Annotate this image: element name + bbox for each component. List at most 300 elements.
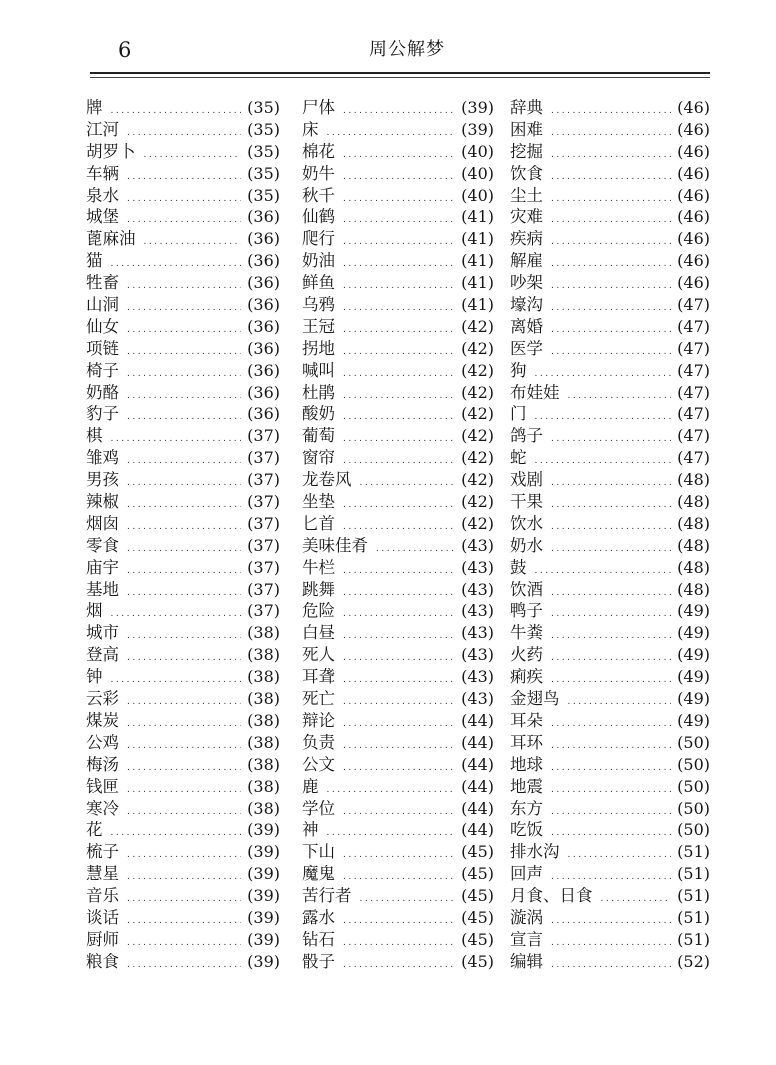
dot-leader	[111, 670, 242, 692]
index-entry	[86, 403, 280, 425]
index-page-ref: (35)	[247, 141, 280, 161]
index-page-ref: (47)	[677, 382, 710, 402]
dot-leader	[343, 845, 455, 867]
index-term: 东方	[510, 798, 543, 818]
index-term: 干果	[510, 492, 543, 512]
dot-leader	[551, 254, 671, 276]
index-entry	[86, 732, 280, 754]
index-page-ref: (47)	[677, 316, 710, 336]
index-page-ref: (49)	[677, 689, 710, 709]
index-entry	[302, 841, 494, 863]
index-entry	[86, 513, 280, 535]
index-page-ref: (36)	[247, 207, 280, 227]
dot-leader	[551, 736, 671, 758]
index-entry	[510, 403, 710, 425]
index-page-ref: (49)	[677, 623, 710, 643]
index-column-1	[86, 97, 280, 973]
dot-leader	[551, 670, 671, 692]
index-page-ref: (47)	[677, 448, 710, 468]
dot-leader	[343, 495, 455, 517]
dot-leader	[343, 320, 455, 342]
index-term: 狗	[510, 360, 527, 380]
index-page-ref: (50)	[677, 754, 710, 774]
dot-leader	[127, 210, 241, 232]
index-term: 戏剧	[510, 470, 543, 490]
index-term: 挖掘	[510, 141, 543, 161]
index-entry	[302, 294, 494, 316]
index-entry	[86, 666, 280, 688]
index-term: 仙鹤	[302, 207, 335, 227]
index-term: 粮食	[86, 951, 119, 971]
index-page-ref: (42)	[461, 492, 494, 512]
index-page-ref: (36)	[247, 316, 280, 336]
index-term: 公鸡	[86, 732, 119, 752]
index-page-ref: (42)	[461, 470, 494, 490]
dot-leader	[111, 254, 242, 276]
index-term: 尸体	[302, 98, 335, 117]
dot-leader	[127, 167, 241, 189]
index-entry	[86, 885, 280, 907]
index-entry	[86, 97, 280, 119]
index-term: 杜鹃	[302, 382, 335, 402]
index-term: 回声	[510, 864, 543, 884]
index-term: 解雇	[510, 251, 543, 271]
index-entry	[86, 491, 280, 513]
index-page-ref: (46)	[677, 98, 710, 117]
dot-leader	[551, 517, 671, 539]
index-page-ref: (40)	[461, 141, 494, 161]
index-page-ref: (39)	[247, 842, 280, 862]
dot-leader	[343, 583, 455, 605]
index-page-ref: (38)	[247, 798, 280, 818]
index-page-ref: (47)	[677, 338, 710, 358]
index-term: 死亡	[302, 689, 335, 709]
index-entry	[510, 798, 710, 820]
index-entry	[510, 141, 710, 163]
dot-leader	[343, 867, 455, 889]
index-term: 饮酒	[510, 579, 543, 599]
index-term: 谈话	[86, 907, 119, 927]
index-entry	[510, 885, 710, 907]
dot-leader	[551, 232, 671, 254]
index-page-ref: (36)	[247, 360, 280, 380]
index-page-ref: (37)	[247, 601, 280, 621]
index-entry	[302, 819, 494, 841]
index-term: 钱匣	[86, 776, 119, 796]
dot-leader	[343, 911, 455, 933]
index-term: 痢疾	[510, 667, 543, 687]
dot-leader	[127, 692, 241, 714]
index-entry	[302, 513, 494, 535]
index-term: 烟	[86, 601, 103, 621]
index-entry	[302, 250, 494, 272]
dot-leader	[343, 232, 455, 254]
index-term: 雏鸡	[86, 448, 119, 468]
index-page-ref: (44)	[461, 754, 494, 774]
index-page-ref: (51)	[677, 886, 710, 906]
index-entry	[302, 863, 494, 885]
index-page-ref: (38)	[247, 732, 280, 752]
index-entry	[510, 600, 710, 622]
index-term: 床	[302, 119, 319, 139]
index-page-ref: (43)	[461, 623, 494, 643]
dot-leader	[127, 648, 241, 670]
index-page-ref: (45)	[461, 907, 494, 927]
dot-leader	[551, 626, 671, 648]
index-page-ref: (42)	[461, 338, 494, 358]
index-term: 辞典	[510, 98, 543, 117]
index-entry	[510, 97, 710, 119]
index-term: 宣言	[510, 929, 543, 949]
index-term: 厨师	[86, 929, 119, 949]
index-page-ref: (36)	[247, 382, 280, 402]
dot-leader	[127, 955, 241, 977]
index-entry	[86, 447, 280, 469]
index-page-ref: (45)	[461, 842, 494, 862]
dot-leader	[127, 451, 241, 473]
index-term: 登高	[86, 645, 119, 665]
dot-leader	[551, 210, 671, 232]
dot-leader	[127, 845, 241, 867]
index-term: 地球	[510, 754, 543, 774]
index-entry	[86, 185, 280, 207]
index-page-ref: (44)	[461, 732, 494, 752]
index-page-ref: (44)	[461, 798, 494, 818]
index-term: 喊叫	[302, 360, 335, 380]
index-entry	[510, 841, 710, 863]
dot-leader	[127, 495, 241, 517]
index-term: 牛粪	[510, 623, 543, 643]
index-entry	[86, 272, 280, 294]
dot-leader	[551, 583, 671, 605]
index-column-3	[510, 97, 710, 973]
dot-leader	[343, 451, 455, 473]
index-term: 棉花	[302, 141, 335, 161]
index-term: 牌	[86, 98, 103, 117]
index-term: 编辑	[510, 951, 543, 971]
index-entry	[510, 732, 710, 754]
index-entry	[302, 163, 494, 185]
index-term: 神	[302, 820, 319, 840]
index-page-ref: (43)	[461, 667, 494, 687]
index-page-ref: (38)	[247, 645, 280, 665]
dot-leader	[551, 911, 671, 933]
dot-leader	[535, 407, 672, 429]
index-term: 白昼	[302, 623, 335, 643]
dot-leader	[343, 386, 455, 408]
index-page-ref: (41)	[461, 251, 494, 271]
index-entry	[302, 951, 494, 973]
index-term: 秋千	[302, 185, 335, 205]
index-page-ref: (43)	[461, 535, 494, 555]
dot-leader	[327, 123, 456, 145]
dot-leader	[551, 758, 671, 780]
index-entry	[510, 535, 710, 557]
index-term: 猫	[86, 251, 103, 271]
dot-leader	[327, 780, 456, 802]
index-entry	[510, 294, 710, 316]
index-term: 奶水	[510, 535, 543, 555]
index-term: 饮水	[510, 513, 543, 533]
index-term: 煤炭	[86, 710, 119, 730]
index-page-ref: (51)	[677, 864, 710, 884]
index-term: 壕沟	[510, 295, 543, 315]
index-term: 尘土	[510, 185, 543, 205]
index-entry	[510, 163, 710, 185]
index-entry	[510, 119, 710, 141]
dot-leader	[551, 167, 671, 189]
index-page-ref: (49)	[677, 710, 710, 730]
dot-leader	[127, 189, 241, 211]
index-entry	[86, 798, 280, 820]
index-entry	[86, 228, 280, 250]
dot-leader	[127, 407, 241, 429]
index-term: 基地	[86, 579, 119, 599]
index-entry	[86, 141, 280, 163]
index-term: 牲畜	[86, 273, 119, 293]
dot-leader	[551, 320, 671, 342]
index-page-ref: (45)	[461, 929, 494, 949]
index-term: 泉水	[86, 185, 119, 205]
index-page-ref: (43)	[461, 689, 494, 709]
index-entry	[510, 425, 710, 447]
index-entry	[302, 579, 494, 601]
index-term: 胡罗卜	[86, 141, 136, 161]
index-term: 灾难	[510, 207, 543, 227]
index-page-ref: (38)	[247, 689, 280, 709]
index-page-ref: (43)	[461, 601, 494, 621]
index-page-ref: (48)	[677, 513, 710, 533]
index-entry	[302, 185, 494, 207]
index-term: 豹子	[86, 404, 119, 424]
dot-leader	[127, 736, 241, 758]
index-term: 门	[510, 404, 527, 424]
index-entry	[86, 710, 280, 732]
index-term: 魔鬼	[302, 864, 335, 884]
index-entry	[302, 272, 494, 294]
index-term: 困难	[510, 119, 543, 139]
index-term: 牛栏	[302, 557, 335, 577]
dot-leader	[551, 933, 671, 955]
index-entry	[302, 447, 494, 469]
index-page-ref: (51)	[677, 907, 710, 927]
dot-leader	[343, 298, 455, 320]
index-term: 乌鸦	[302, 295, 335, 315]
index-term: 男孩	[86, 470, 119, 490]
index-entry	[510, 513, 710, 535]
dot-leader	[551, 648, 671, 670]
index-entry	[86, 382, 280, 404]
index-entry	[302, 907, 494, 929]
index-entry	[302, 754, 494, 776]
index-page-ref: (39)	[461, 98, 494, 117]
index-entry	[86, 163, 280, 185]
index-entry	[86, 535, 280, 557]
index-entry	[302, 885, 494, 907]
index-term: 吃饭	[510, 820, 543, 840]
header-rule-thin	[90, 77, 710, 78]
index-term: 椅子	[86, 360, 119, 380]
index-term: 辩论	[302, 710, 335, 730]
index-entry	[86, 929, 280, 951]
index-entry	[510, 316, 710, 338]
index-page-ref: (38)	[247, 776, 280, 796]
index-page-ref: (35)	[247, 163, 280, 183]
index-page-ref: (35)	[247, 185, 280, 205]
index-entry	[510, 644, 710, 666]
index-page-ref: (39)	[461, 119, 494, 139]
index-entry	[86, 951, 280, 973]
index-entry	[86, 754, 280, 776]
index-page-ref: (39)	[247, 820, 280, 840]
index-term: 美味佳肴	[302, 535, 368, 555]
dot-leader	[127, 867, 241, 889]
index-entry	[510, 382, 710, 404]
index-page-ref: (46)	[677, 163, 710, 183]
index-term: 匕首	[302, 513, 335, 533]
index-entry	[86, 294, 280, 316]
index-term: 吵架	[510, 273, 543, 293]
dot-leader	[111, 604, 242, 626]
index-page-ref: (42)	[461, 360, 494, 380]
index-entry	[510, 206, 710, 228]
index-entry	[302, 425, 494, 447]
index-page-ref: (41)	[461, 273, 494, 293]
index-entry	[302, 360, 494, 382]
dot-leader	[535, 451, 672, 473]
index-page-ref: (42)	[461, 426, 494, 446]
index-entry	[302, 732, 494, 754]
index-page-ref: (41)	[461, 207, 494, 227]
index-page-ref: (41)	[461, 229, 494, 249]
index-term: 鸭子	[510, 601, 543, 621]
index-entry	[302, 557, 494, 579]
index-entry	[510, 579, 710, 601]
dot-leader	[343, 692, 455, 714]
index-term: 仙女	[86, 316, 119, 336]
dot-leader	[127, 123, 241, 145]
dot-leader	[327, 823, 456, 845]
index-term: 布娃娃	[510, 382, 560, 402]
dot-leader	[127, 626, 241, 648]
index-page-ref: (46)	[677, 229, 710, 249]
index-page-ref: (39)	[247, 907, 280, 927]
index-page-ref: (36)	[247, 338, 280, 358]
index-term: 排水沟	[510, 842, 560, 862]
index-entry	[86, 622, 280, 644]
index-entry	[510, 557, 710, 579]
dot-leader	[551, 604, 671, 626]
dot-leader	[568, 845, 672, 867]
index-page-ref: (37)	[247, 579, 280, 599]
index-page-ref: (49)	[677, 601, 710, 621]
dot-leader	[376, 539, 455, 561]
index-entry	[510, 622, 710, 644]
index-page-ref: (48)	[677, 492, 710, 512]
dot-leader	[111, 101, 242, 123]
dot-leader	[343, 407, 455, 429]
index-entry	[302, 666, 494, 688]
index-entry	[302, 469, 494, 491]
index-term: 奶牛	[302, 163, 335, 183]
dot-leader	[343, 802, 455, 824]
index-term: 棋	[86, 426, 103, 446]
dot-leader	[111, 823, 242, 845]
index-page-ref: (48)	[677, 470, 710, 490]
index-page-ref: (35)	[247, 98, 280, 117]
index-page-ref: (37)	[247, 470, 280, 490]
dot-leader	[343, 933, 455, 955]
dot-leader	[127, 386, 241, 408]
index-term: 项链	[86, 338, 119, 358]
index-term: 王冠	[302, 316, 335, 336]
running-title: 周公解梦	[369, 39, 445, 60]
index-term: 葡萄	[302, 426, 335, 446]
index-page-ref: (36)	[247, 404, 280, 424]
index-page-ref: (50)	[677, 732, 710, 752]
index-term: 耳环	[510, 732, 543, 752]
index-entry	[302, 644, 494, 666]
dot-leader	[343, 714, 455, 736]
index-entry	[510, 776, 710, 798]
dot-leader	[127, 583, 241, 605]
index-page-ref: (39)	[247, 886, 280, 906]
dot-leader	[568, 386, 672, 408]
dot-leader	[144, 232, 242, 254]
index-page-ref: (43)	[461, 579, 494, 599]
index-term: 窗帘	[302, 448, 335, 468]
index-page-ref: (38)	[247, 710, 280, 730]
index-term: 钟	[86, 667, 103, 687]
index-page-ref: (37)	[247, 535, 280, 555]
dot-leader	[127, 889, 241, 911]
index-entry	[86, 907, 280, 929]
index-entry	[302, 97, 494, 119]
index-entry	[86, 119, 280, 141]
dot-leader	[343, 626, 455, 648]
dot-leader	[343, 758, 455, 780]
index-page-ref: (39)	[247, 929, 280, 949]
index-term: 饮食	[510, 163, 543, 183]
index-term: 耳聋	[302, 667, 335, 687]
index-page-ref: (51)	[677, 842, 710, 862]
index-page-ref: (42)	[461, 382, 494, 402]
index-term: 公文	[302, 754, 335, 774]
index-term: 寒冷	[86, 798, 119, 818]
index-page-ref: (48)	[677, 557, 710, 577]
dot-leader	[127, 517, 241, 539]
index-entry	[510, 951, 710, 973]
index-entry	[86, 841, 280, 863]
index-entry	[302, 141, 494, 163]
index-page-ref: (45)	[461, 951, 494, 971]
index-term: 危险	[302, 601, 335, 621]
index-page-ref: (37)	[247, 492, 280, 512]
index-entry	[302, 710, 494, 732]
dot-leader	[551, 780, 671, 802]
index-page-ref: (48)	[677, 535, 710, 555]
index-term: 奶酪	[86, 382, 119, 402]
dot-leader	[343, 648, 455, 670]
index-page-ref: (42)	[461, 404, 494, 424]
index-term: 蛇	[510, 448, 527, 468]
index-term: 鲜鱼	[302, 273, 335, 293]
index-page-ref: (36)	[247, 229, 280, 249]
index-page-ref: (37)	[247, 513, 280, 533]
index-entry	[510, 272, 710, 294]
dot-leader	[551, 145, 671, 167]
dot-leader	[551, 123, 671, 145]
